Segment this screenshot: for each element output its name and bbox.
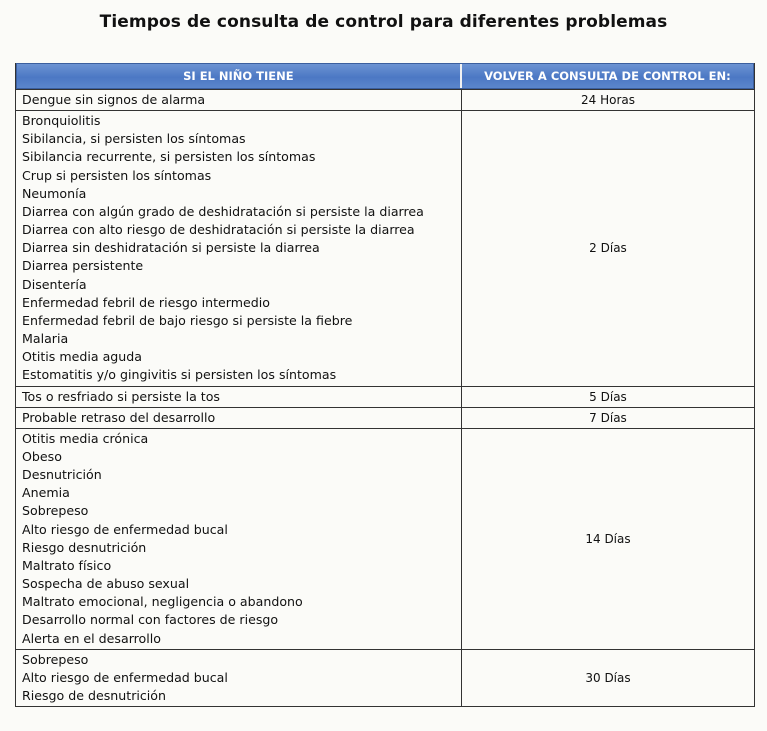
condition-item: Sibilancia recurrente, si persisten los síntomas — [22, 149, 316, 165]
condition-item: Sibilancia, si persisten los síntomas — [22, 131, 246, 147]
followup-time-cell: 14 Días — [585, 531, 631, 546]
condition-cell — [16, 408, 462, 428]
condition-item: Anemia — [22, 485, 70, 501]
condition-item: Maltrato físico — [22, 557, 112, 573]
followup-time-cell: 2 Días — [589, 241, 627, 256]
header-followup: VOLVER A CONSULTA DE CONTROL EN: — [484, 69, 731, 83]
condition-item: Estomatitis y/o gingivitis si persisten los síntomas — [22, 367, 337, 383]
page-title: Tiempos de consulta de control para diferentes problemas — [99, 12, 668, 32]
header-condition: SI EL NIÑO TIENE — [17, 64, 462, 88]
condition-item: Diarrea sin deshidratación si persiste la diarrea — [22, 240, 320, 256]
condition-item: Diarrea con alto riesgo de deshidratación si persiste la diarrea — [22, 222, 415, 238]
table-row — [16, 649, 754, 706]
condition-item: Alerta en el desarrollo — [22, 630, 161, 646]
condition-cell — [16, 429, 462, 649]
followup-table — [15, 63, 755, 707]
condition-item: Enfermedad febril de bajo riesgo si persiste la fiebre — [22, 312, 353, 328]
condition-cell — [16, 90, 462, 110]
table-row — [16, 428, 754, 649]
condition-item: Maltrato emocional, negligencia o abandono — [22, 594, 303, 610]
condition-item: Diarrea persistente — [22, 258, 144, 274]
condition-item: Sobrepeso — [22, 503, 89, 519]
followup-time-cell: 5 Días — [589, 389, 627, 404]
condition-item: Tos o resfriado si persiste la tos — [22, 388, 220, 404]
condition-item: Neumonía — [22, 185, 87, 201]
followup-time-cell: 7 Días — [589, 410, 627, 425]
condition-item: Obeso — [22, 448, 62, 464]
condition-cell — [16, 387, 462, 407]
condition-cell — [16, 111, 462, 385]
condition-item: Riesgo de desnutrición — [22, 688, 166, 703]
followup-time-cell: 24 Horas — [581, 93, 635, 108]
condition-item: Desarrollo normal con factores de riesgo — [22, 612, 279, 628]
table-header — [16, 63, 754, 89]
condition-cell — [16, 650, 462, 706]
followup-time-cell: 30 Días — [585, 670, 631, 685]
table-row — [16, 386, 754, 407]
condition-item: Alto riesgo de enfermedad bucal — [22, 669, 228, 685]
condition-item: Bronquiolitis — [22, 113, 101, 129]
condition-item: Sobrepeso — [22, 651, 89, 667]
condition-item: Probable retraso del desarrollo — [22, 409, 216, 425]
condition-item: Desnutrición — [22, 467, 102, 483]
condition-item: Otitis media crónica — [22, 430, 149, 446]
condition-item: Diarrea con algún grado de deshidratación si persiste la diarrea — [22, 203, 424, 219]
table-row — [16, 89, 754, 110]
condition-item: Otitis media aguda — [22, 349, 142, 365]
table-row — [16, 110, 754, 385]
condition-item: Malaria — [22, 331, 69, 347]
condition-item: Alto riesgo de enfermedad bucal — [22, 521, 228, 537]
table-body — [16, 89, 754, 706]
condition-item: Sospecha de abuso sexual — [22, 576, 190, 592]
condition-item: Riesgo desnutrición — [22, 539, 147, 555]
condition-item: Crup si persisten los síntomas — [22, 167, 212, 183]
condition-item: Dengue sin signos de alarma — [22, 92, 206, 107]
condition-item: Disentería — [22, 276, 87, 292]
table-row — [16, 407, 754, 428]
condition-item: Enfermedad febril de riesgo intermedio — [22, 294, 270, 310]
